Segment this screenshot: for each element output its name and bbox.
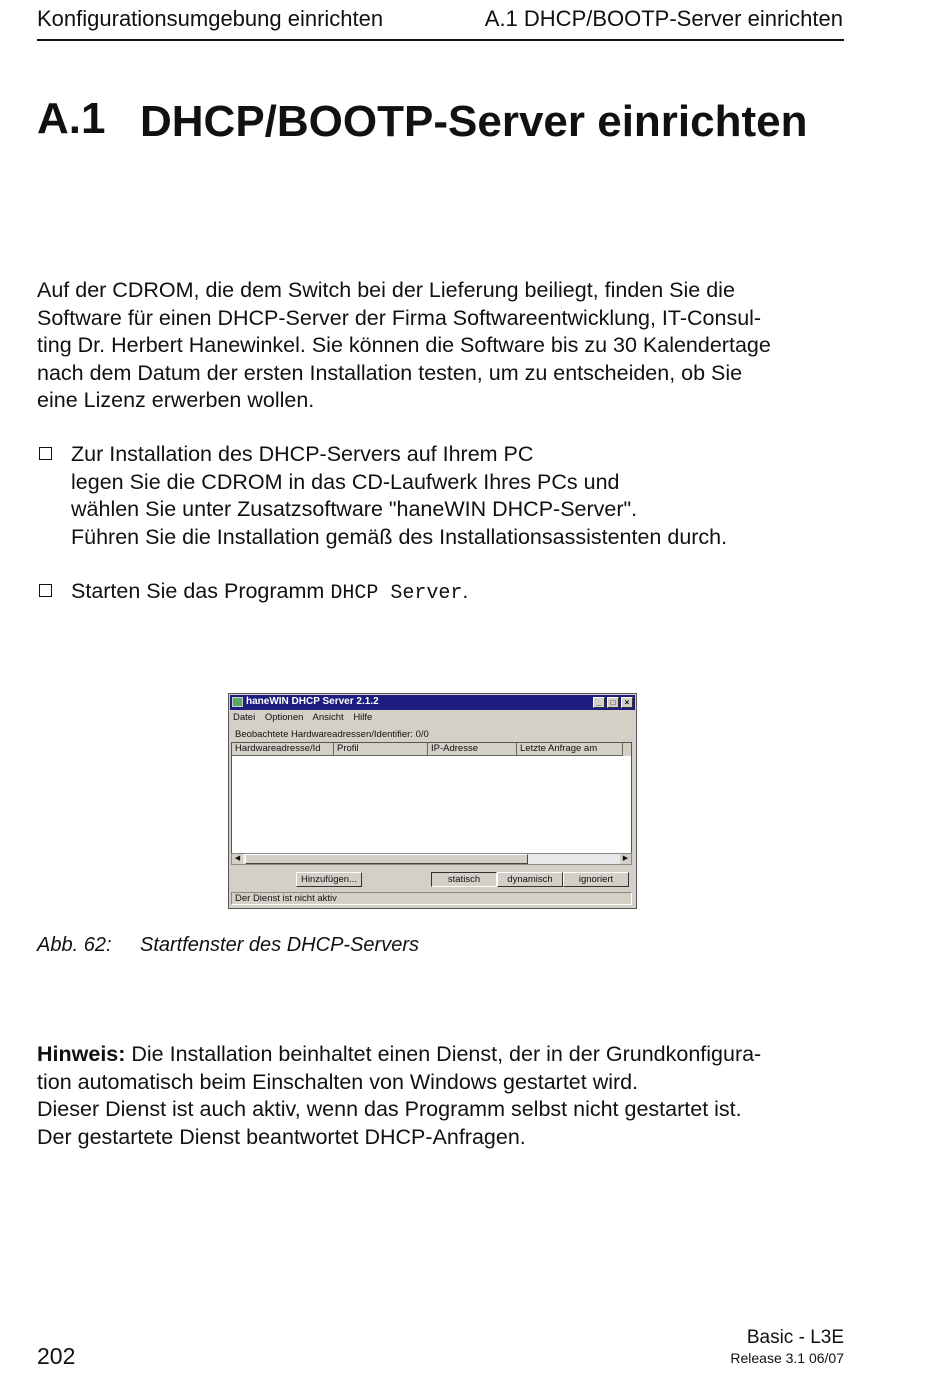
product-name: Basic - L3E	[746, 1327, 844, 1348]
close-icon[interactable]: ×	[621, 697, 633, 708]
step-line: Zur Installation des DHCP-Servers auf Ihrem PC	[71, 442, 534, 466]
app-icon	[232, 697, 243, 707]
window-titlebar	[230, 695, 635, 710]
menu-optionen[interactable]: Optionen	[264, 712, 304, 723]
header-rule	[37, 39, 844, 41]
address-list-table[interactable]	[231, 742, 632, 860]
program-name-code: DHCP Server	[330, 582, 463, 605]
note-line: Der gestartete Dienst beantwortet DHCP-Anfragen.	[37, 1124, 526, 1149]
note-label: Hinweis:	[37, 1042, 126, 1066]
intro-line: nach dem Datum der ersten Installation testen, um zu entscheiden, ob Sie	[37, 360, 743, 385]
step-line: legen Sie die CDROM in das CD-Laufwerk Ihres PCs und	[71, 469, 620, 494]
dhcp-server-window-screenshot	[228, 693, 637, 909]
window-title: haneWIN DHCP Server 2.1.2	[246, 696, 379, 707]
running-header-right: A.1 DHCP/BOOTP-Server einrichten	[484, 6, 843, 31]
step-text: Starten Sie das Programm	[71, 579, 331, 603]
figure-caption	[37, 934, 419, 957]
instruction-step-install	[37, 441, 847, 551]
intro-line: eine Lizenz erwerben wollen.	[37, 388, 315, 412]
minimize-icon[interactable]: _	[593, 697, 605, 708]
scroll-thumb[interactable]	[245, 854, 528, 864]
add-button[interactable]: Hinzufügen...	[296, 872, 362, 887]
column-profil[interactable]: Profil	[334, 743, 428, 756]
step-line: Führen Sie die Installation gemäß des Installationsassistenten durch.	[71, 524, 728, 549]
column-ip-adresse[interactable]: IP-Adresse	[428, 743, 517, 756]
release-info: Release 3.1 06/07	[730, 1350, 844, 1366]
observed-addresses-label: Beobachtete Hardwareadressen/Identifier: 0/0	[235, 729, 429, 740]
figure-label: Abb. 62:	[37, 934, 112, 956]
menu-bar	[233, 712, 379, 725]
intro-line: Auf der CDROM, die dem Switch bei der Lieferung beiliegt, finden Sie die	[37, 278, 735, 302]
intro-line: Software für einen DHCP-Server der Firma Softwareentwicklung, IT-Consul-	[37, 305, 762, 330]
maximize-icon[interactable]: □	[607, 697, 619, 708]
ignore-button[interactable]: ignoriert	[563, 872, 629, 887]
section-title: DHCP/BOOTP-Server einrichten	[140, 97, 808, 146]
running-header-left: Konfigurationsumgebung einrichten	[37, 6, 384, 31]
menu-ansicht[interactable]: Ansicht	[312, 712, 344, 723]
note-line: Dieser Dienst ist auch aktiv, wenn das Programm selbst nicht gestartet ist.	[37, 1097, 742, 1121]
menu-datei[interactable]: Datei	[233, 712, 256, 723]
step-line: wählen Sie unter Zusatzsoftware "haneWIN DHCP-Server".	[71, 497, 638, 521]
horizontal-scrollbar[interactable]	[231, 853, 632, 865]
menu-hilfe[interactable]: Hilfe	[353, 712, 373, 723]
column-hardwareadresse[interactable]: Hardwareadresse/Id	[232, 743, 334, 756]
scroll-right-icon[interactable]: ▶	[620, 854, 631, 864]
status-bar: Der Dienst ist nicht aktiv	[231, 892, 632, 905]
intro-line: ting Dr. Herbert Hanewinkel. Sie können die Software bis zu 30 Kalendertage	[37, 333, 771, 357]
table-header	[232, 743, 631, 756]
checkbox-bullet-icon	[39, 447, 52, 460]
step-end: .	[462, 579, 469, 603]
static-button[interactable]: statisch	[431, 872, 497, 887]
dynamic-button[interactable]: dynamisch	[497, 872, 563, 887]
section-number: A.1	[37, 94, 106, 143]
page-number: 202	[37, 1343, 76, 1369]
checkbox-bullet-icon	[39, 584, 52, 597]
intro-paragraph	[37, 277, 847, 415]
note-line: tion automatisch beim Einschalten von Windows gestartet wird.	[37, 1069, 639, 1094]
figure-text: Startfenster des DHCP-Servers	[140, 934, 419, 956]
note-line: Die Installation beinhaltet einen Dienst, der in der Grundkonfigura-	[125, 1042, 762, 1066]
instruction-step-start	[37, 578, 847, 608]
column-letzte-anfrage[interactable]: Letzte Anfrage am	[517, 743, 623, 756]
scroll-left-icon[interactable]: ◀	[232, 854, 243, 864]
note-paragraph	[37, 1041, 847, 1151]
